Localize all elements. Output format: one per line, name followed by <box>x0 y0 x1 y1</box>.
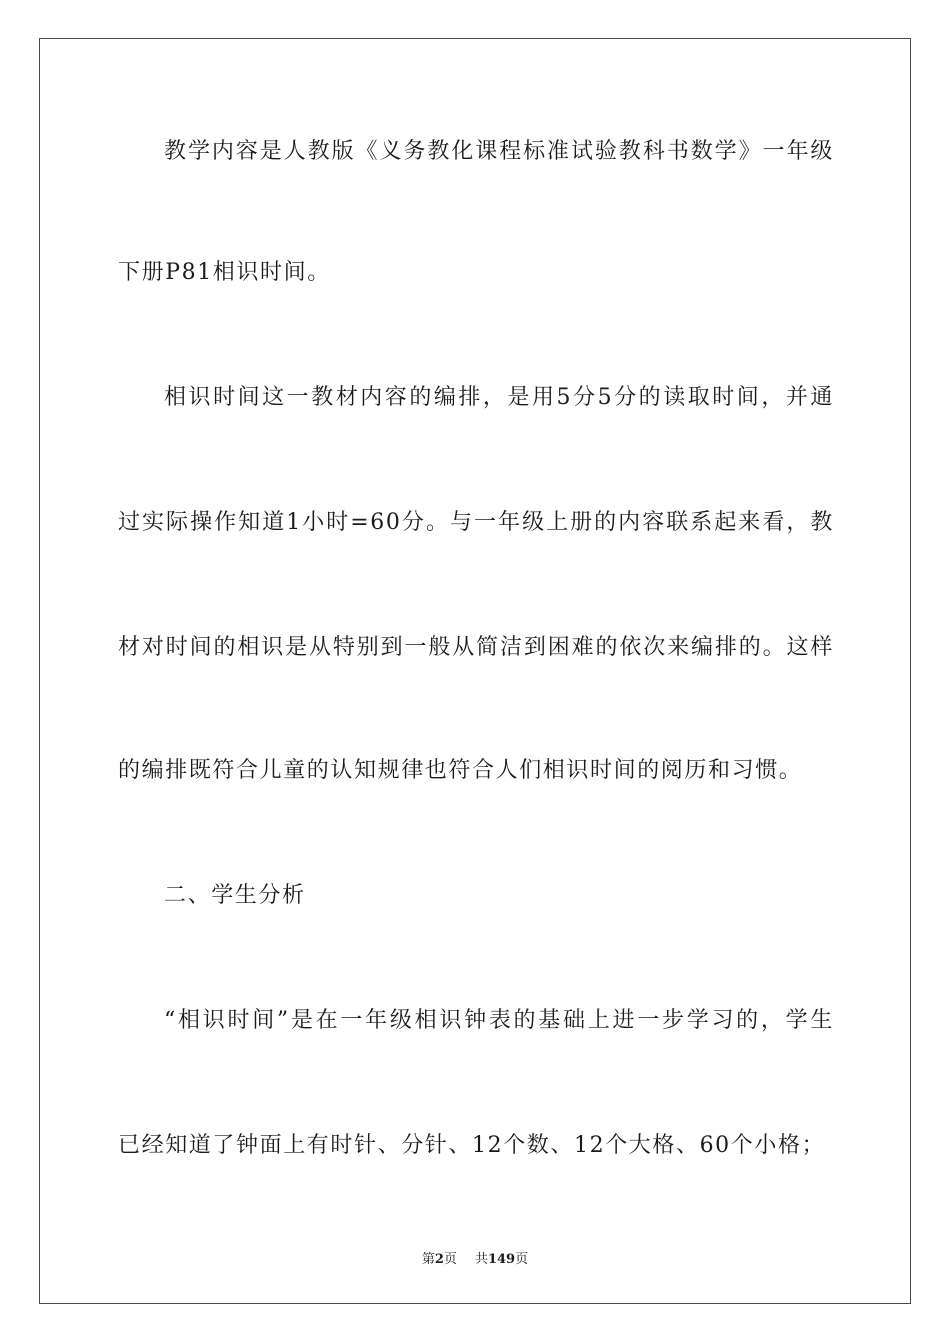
page-suffix: 页 <box>443 1252 457 1267</box>
page-prefix: 第 <box>421 1252 435 1267</box>
page-number: 2 <box>434 1252 444 1267</box>
paragraph-line: 教学内容是人教版《义务教化课程标准试验教科书数学》一年级 <box>164 139 834 164</box>
page-border <box>39 38 911 1304</box>
total-pages: 149 <box>487 1252 516 1267</box>
paragraph-line: “相识时间”是在一年级相识钟表的基础上进一步学习的，学生 <box>164 1008 834 1033</box>
paragraph-line: 已经知道了钟面上有时针、分针、12个数、12个大格、60个小格； <box>118 1133 826 1158</box>
total-suffix: 页 <box>515 1252 529 1267</box>
paragraph-line: 的编排既符合儿童的认知规律也符合人们相识时间的阅历和习惯。 <box>118 758 803 783</box>
total-prefix: 共 <box>474 1252 488 1267</box>
paragraph-line: 材对时间的相识是从特别到一般从简洁到困难的依次来编排的。这样 <box>118 635 834 660</box>
paragraph-line: 相识时间这一教材内容的编排，是用5分5分的读取时间，并通 <box>164 385 834 410</box>
paragraph-line: 过实际操作知道1小时=60分。与一年级上册的内容联系起来看，教 <box>118 510 834 535</box>
page-footer <box>0 1248 950 1267</box>
paragraph-line: 下册P81相识时间。 <box>118 260 331 285</box>
section-heading: 二、学生分析 <box>164 883 306 908</box>
